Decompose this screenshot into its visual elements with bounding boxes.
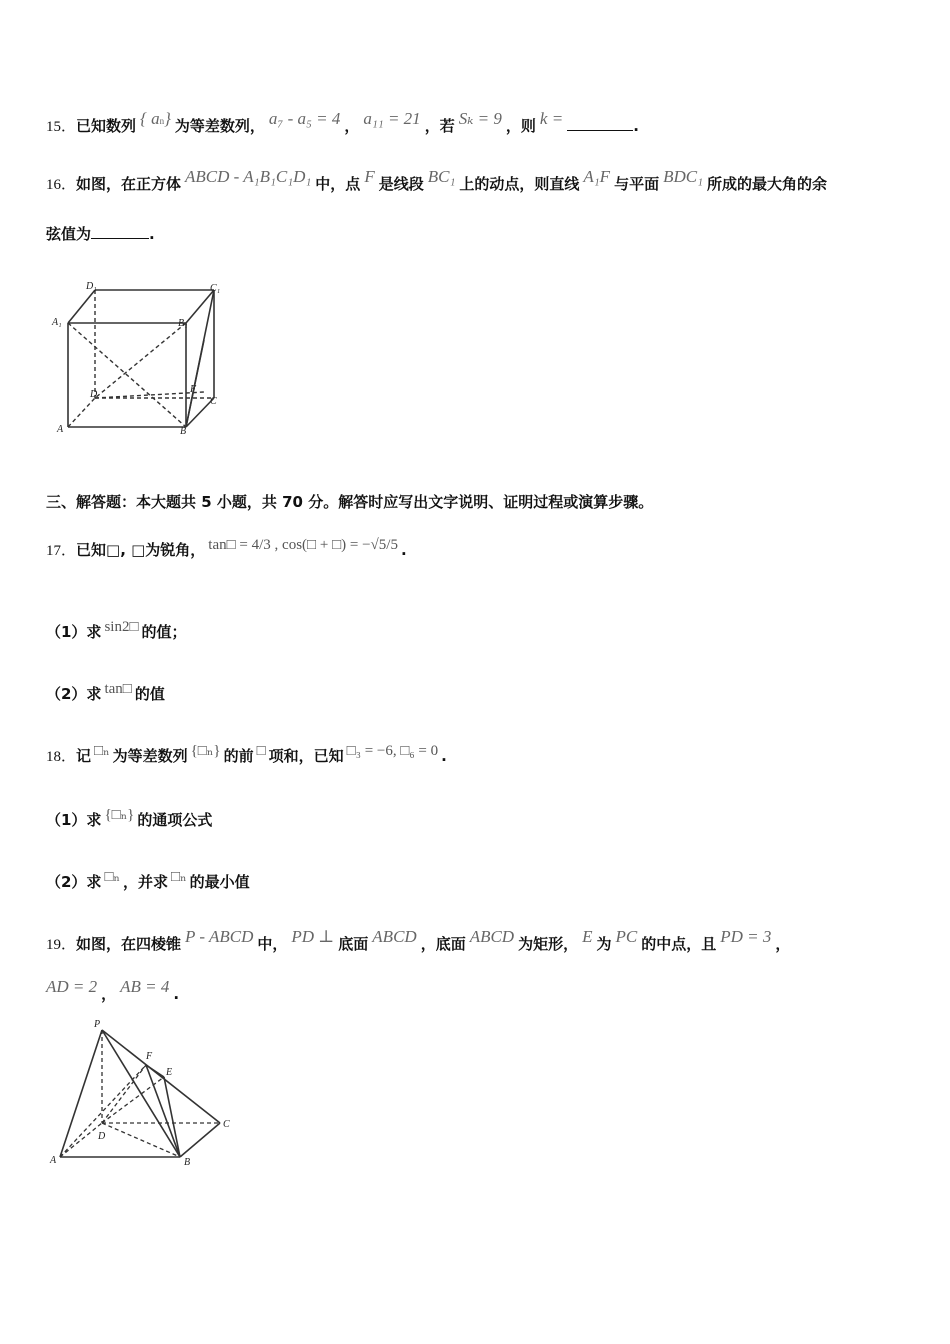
label-C: C (210, 396, 217, 407)
formula-18: □₃ = −6, □₆ = 0 (346, 743, 439, 759)
label-D: D (90, 389, 98, 400)
q18-part2: （2）求 □ₙ ，并求 □ₙ 的最小值 (46, 869, 250, 891)
label-D1: D₁ (86, 281, 97, 292)
question-16: 16．如图，在正方体 ABCD - A₁B₁C₁D₁ 中，点 F 是线段 BC₁ 上的动点，则直线 A₁F 与平面 BDC₁ 所成的最大角的余 (46, 167, 828, 193)
label-F: F (190, 384, 197, 395)
pyramid-figure (45, 1015, 245, 1175)
label-A1: A₁ (52, 317, 62, 328)
label-A: A (50, 1155, 57, 1166)
question-19: 19．如图，在四棱锥 P - ABCD 中， PD ⊥ 底面 ABCD ，底面 ABCD 为矩形， E 为 PC 的中点，且 PD = 3 ， (46, 927, 791, 953)
answer-blank[interactable] (567, 116, 633, 131)
answer-blank[interactable] (91, 224, 149, 239)
label-A: A (57, 424, 64, 435)
q17-part2: （2）求 tan□ 的值 (46, 681, 165, 703)
sequence-an: { an} (140, 109, 171, 128)
label-E: E (166, 1067, 173, 1078)
label-B1: B₁ (178, 318, 188, 329)
question-17: 17．已知□, □为锐角， tan□ = 4/3 , cos(□ + □) = −√5/5 . (46, 537, 407, 559)
q18-part1: （1）求 {□ₙ} 的通项公式 (46, 807, 213, 829)
label-P: P (94, 1019, 101, 1030)
question-15: 15．已知数列 { an} 为等差数列， a₇ - a₅ = 4 ， a₁₁ = 21 ，若 Sₖ = 9 ，则 k = . (46, 109, 639, 135)
section-heading: 三、解答题：本大题共 5 小题，共 70 分。解答时应写出文字说明、证明过程或演算步骤。 (46, 493, 654, 511)
question-number: 16． (46, 177, 77, 193)
question-19-cont: AD = 2 ， AB = 4 . (46, 977, 180, 1003)
label-C: C (223, 1119, 230, 1130)
question-number: 15． (46, 119, 77, 135)
question-18: 18．记 □ₙ 为等差数列 {□ₙ} 的前 □ 项和，已知 □₃ = −6, □₆ = 0 . (46, 743, 447, 765)
formula-17: tan□ = 4/3 , cos(□ + □) = −√5/5 (208, 537, 398, 553)
q17-part1: （1）求 sin2□ 的值； (46, 619, 187, 641)
label-D: D (98, 1131, 106, 1142)
label-F: F (146, 1051, 153, 1062)
label-B: B (180, 426, 187, 437)
cube-figure (50, 280, 230, 440)
label-C1: C₁ (210, 283, 221, 294)
question-16-cont: 弦值为 . (46, 225, 155, 243)
label-B: B (184, 1157, 191, 1168)
